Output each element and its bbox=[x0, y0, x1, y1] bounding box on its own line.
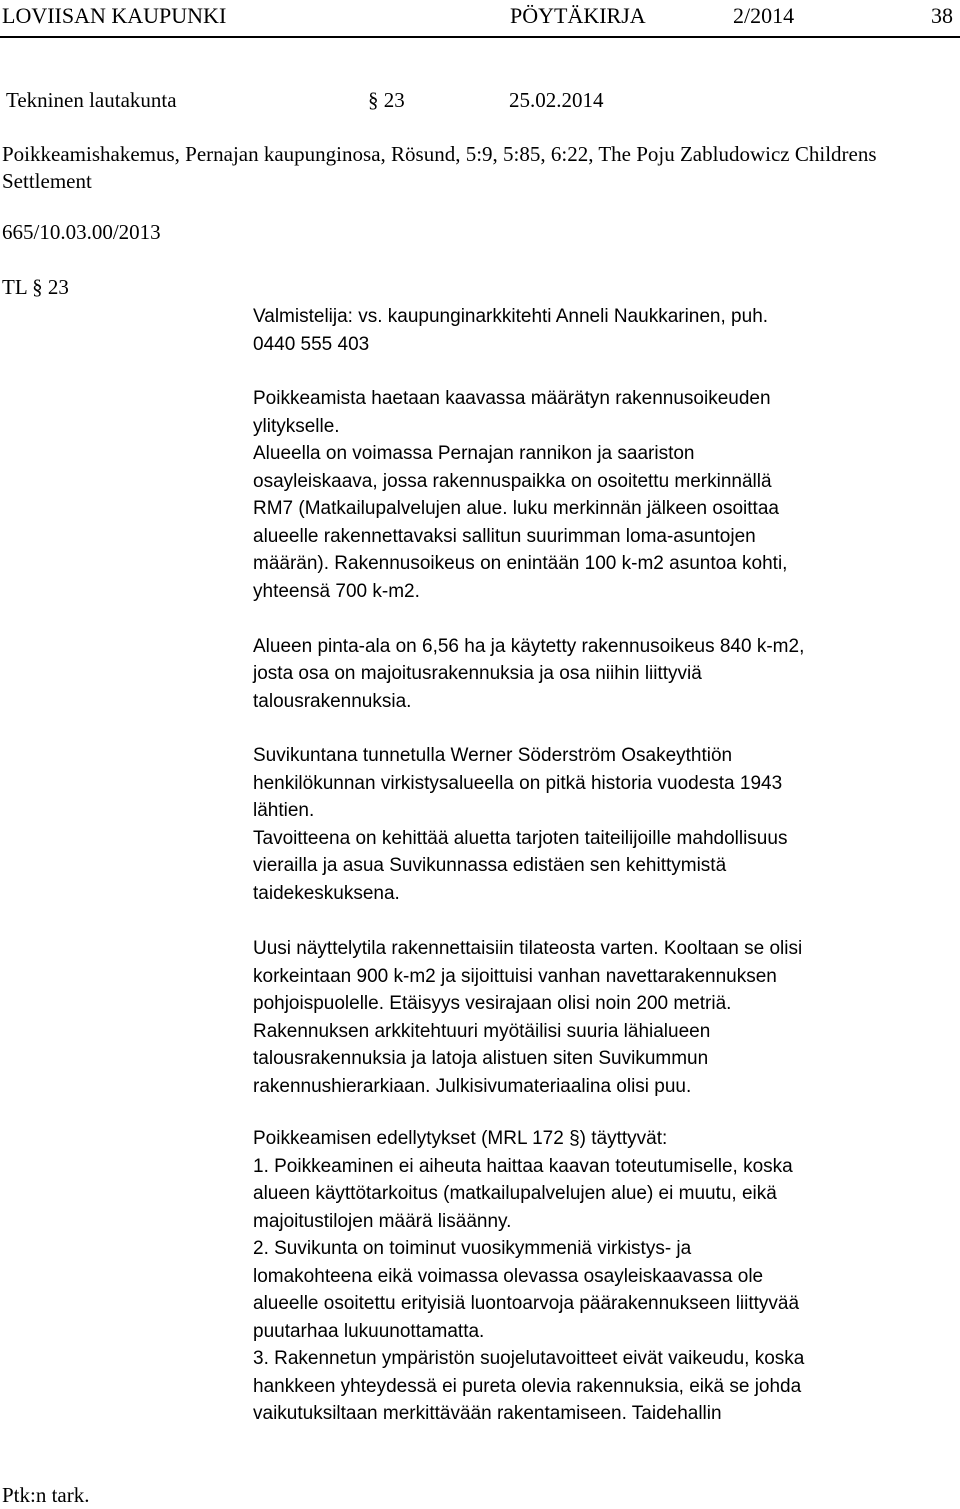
text-line: alueelle rakennettavaksi sallitun suurimman loma-asuntojen bbox=[253, 525, 756, 547]
meeting-body: Tekninen lautakunta bbox=[6, 88, 177, 112]
page-number: 38 bbox=[931, 3, 953, 28]
text-line: hankkeen yhteydessä ei pureta olevia rakennuksia, eikä se johda bbox=[253, 1375, 802, 1397]
text-line: talousrakennuksia. bbox=[253, 690, 412, 712]
text-line: Suvikuntana tunnetulla Werner Söderström Osakeythtiön bbox=[253, 745, 733, 766]
text-line: 1. Poikkeaminen ei aiheuta haittaa kaavan toteutumiselle, koska bbox=[253, 1155, 793, 1177]
text-line: ylitykselle. bbox=[253, 415, 340, 437]
text-line: josta osa on majoitusrakennuksia ja osa niihin liittyviä bbox=[253, 663, 702, 684]
text-line: alueelle osoitettu erityisiä luontoarvoja päärakennukseen liittyvää bbox=[253, 1293, 800, 1314]
text-line: talousrakennuksia ja latoja alistuen siten Suvikummun bbox=[253, 1048, 709, 1069]
history-paragraph bbox=[253, 742, 953, 907]
text-line: vierailla ja asua Suvikunnassa edistäen sen kehittymistä bbox=[253, 855, 727, 876]
text-line: henkilökunnan virkistysalueella on pitkä historia vuodesta 1943 bbox=[253, 772, 783, 794]
text-line: Alueen pinta-ala on 6,56 ha ja käytetty rakennusoikeus 840 k-m2, bbox=[253, 635, 805, 657]
document-number: 2/2014 bbox=[733, 3, 795, 28]
section-title: Poikkeamishakemus, Pernajan kaupunginosa, Rösund, 5:9, 5:85, 6:22, The Poju Zabludowicz Childrens Settlement bbox=[2, 142, 877, 193]
text-line: yhteensä 700 k-m2. bbox=[253, 580, 420, 602]
text-line: vaikutuksiltaan merkittävään rakentamiseen. Taidehallin bbox=[253, 1403, 722, 1424]
header-divider bbox=[0, 36, 960, 38]
new-building-paragraph bbox=[253, 935, 953, 1100]
text-line: 0440 555 403 bbox=[253, 333, 370, 355]
preparer-paragraph bbox=[253, 303, 953, 358]
text-line: pohjoispuolelle. Etäisyys vesirajaan olisi noin 200 metriä. bbox=[253, 993, 732, 1014]
conditions-paragraph bbox=[253, 1125, 953, 1428]
document-type: PÖYTÄKIRJA bbox=[510, 3, 646, 28]
text-line: lomakohteena eikä voimassa olevassa osayleiskaavassa ole bbox=[253, 1265, 764, 1287]
text-line: lähtien. bbox=[253, 800, 315, 821]
meeting-date: 25.02.2014 bbox=[509, 88, 604, 112]
organization-name: LOVIISAN KAUPUNKI bbox=[2, 3, 227, 28]
page-header bbox=[0, 1, 960, 31]
text-line: RM7 (Matkailupalvelujen alue. luku merkinnän jälkeen osoittaa bbox=[253, 498, 779, 519]
text-line: määrän). Rakennusoikeus on enintään 100 k-m2 asuntoa kohti, bbox=[253, 553, 788, 574]
text-line: Alueella on voimassa Pernajan rannikon ja saariston bbox=[253, 443, 695, 464]
text-line: 2. Suvikunta on toiminut vuosikymmeniä virkistys- ja bbox=[253, 1238, 692, 1259]
text-line: puutarhaa lukuunottamatta. bbox=[253, 1320, 485, 1342]
text-line: rakennushierarkiaan. Julkisivumateriaalina olisi puu. bbox=[253, 1075, 692, 1097]
blank-line bbox=[253, 605, 953, 633]
text-line: Uusi näyttelytila rakennettaisiin tilateosta varten. Kooltaan se olisi bbox=[253, 938, 803, 959]
meeting-section: § 23 bbox=[368, 88, 405, 112]
minutes-checker-label: Ptk:n tark. bbox=[2, 1483, 90, 1507]
text-line: majoitustilojen määrä lisäänny. bbox=[253, 1210, 512, 1232]
text-line: Valmistelija: vs. kaupunginarkkitehti Anneli Naukkarinen, puh. bbox=[253, 306, 769, 327]
text-line: Tavoitteena on kehittää aluetta tarjoten taiteilijoille mahdollisuus bbox=[253, 827, 788, 849]
text-line: Poikkeamista haetaan kaavassa määrätyn rakennusoikeuden bbox=[253, 388, 771, 409]
text-line: korkeintaan 900 k-m2 ja sijoittuisi vanhan navettarakennuksen bbox=[253, 965, 777, 987]
reference-number: 665/10.03.00/2013 bbox=[2, 220, 161, 244]
text-line: 3. Rakennetun ympäristön suojelutavoitteet eivät vaikeudu, koska bbox=[253, 1348, 805, 1369]
text-line: Poikkeamisen edellytykset (MRL 172 §) täyttyvät: bbox=[253, 1128, 668, 1149]
meeting-info bbox=[0, 85, 960, 115]
tl-section-label: TL § 23 bbox=[2, 275, 69, 299]
text-line: alueen käyttötarkoitus (matkailupalvelujen alue) ei muutu, eikä bbox=[253, 1183, 777, 1204]
text-line: osayleiskaava, jossa rakennuspaikka on osoitettu merkinnällä bbox=[253, 470, 772, 492]
main-paragraph bbox=[253, 385, 953, 715]
text-line: taidekeskuksena. bbox=[253, 882, 400, 904]
text-line: Rakennuksen arkkitehtuuri myötäilisi suuria lähialueen bbox=[253, 1020, 711, 1042]
